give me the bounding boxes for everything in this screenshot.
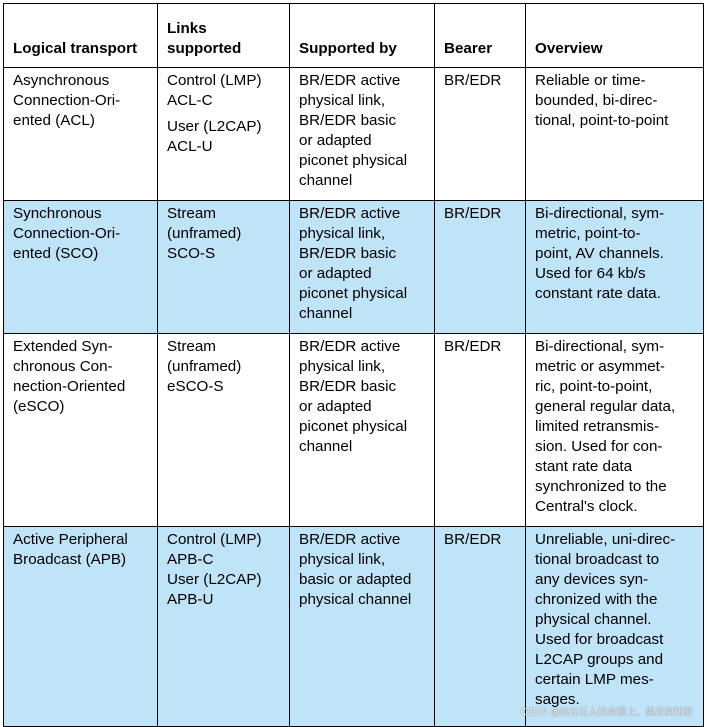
cell-supported-by-line: or adapted [299,132,372,149]
cell-links-supported-line: User (L2CAP) [167,571,262,588]
cell-supported-by-line: basic or adapted [299,571,412,588]
cell-supported-by [290,201,435,334]
table-row [4,527,704,727]
cell-links-supported [158,201,290,334]
cell-overview-line: point, AV channels. [535,245,664,262]
cell-links-supported-line: (unframed) [167,225,242,242]
cell-links-supported-line: APB-U [167,591,214,608]
cell-overview-line: physical channel. [535,611,652,628]
cell-supported-by-line: BR/EDR basic [299,112,397,129]
header-bearer [435,4,526,68]
cell-links-supported [158,334,290,527]
cell-logical-transport-line: Active Peripheral [13,531,128,548]
cell-logical-transport-line: Connection-Ori- [13,92,121,109]
cell-logical-transport [4,527,158,727]
cell-overview-line: Unreliable, uni-direc- [535,531,676,548]
cell-bearer [435,527,526,727]
header-overview [526,4,704,68]
cell-links-supported-line: Stream [167,205,216,222]
cell-supported-by-line: BR/EDR active [299,72,401,89]
cell-logical-transport-line: Asynchronous [13,72,110,89]
logical-transport-table [3,3,704,727]
cell-overview-line: synchronized to the [535,478,667,495]
cell-overview-line: sages. [535,691,580,708]
cell-links-supported-line: eSCO-S [167,378,224,395]
cell-links-supported-line: APB-C [167,551,214,568]
cell-supported-by-line: BR/EDR basic [299,245,397,262]
cell-logical-transport-line: (eSCO) [13,398,65,415]
table-header-row [4,4,704,68]
cell-links-supported-line: Control (LMP) [167,531,262,548]
cell-overview [526,527,704,727]
cell-overview [526,68,704,201]
cell-bearer [435,334,526,527]
cell-links-supported [158,68,290,201]
cell-overview-line: limited retransmis- [535,418,660,435]
cell-supported-by-line: piconet physical [299,152,408,169]
watermark: CSDN @站在巨人的肩膀上，温故而知新 [520,707,693,718]
cell-overview-line: chronized with the [535,591,658,608]
cell-logical-transport-line: chronous Con- [13,358,113,375]
cell-supported-by [290,334,435,527]
cell-bearer-text: BR/EDR [444,72,502,89]
table-body [4,68,704,727]
cell-logical-transport [4,68,158,201]
cell-supported-by-line: or adapted [299,398,372,415]
cell-supported-by-line: BR/EDR basic [299,378,397,395]
header-supported-by-text: Supported by [299,40,397,57]
cell-overview-line: bounded, bi-direc- [535,92,658,109]
cell-overview-line: tional broadcast to [535,551,660,568]
cell-supported-by-line: channel [299,305,353,322]
cell-overview-line: certain LMP mes- [535,671,654,688]
table-row [4,334,704,527]
header-links-supported [158,4,290,68]
cell-logical-transport-line: nection-Oriented [13,378,126,395]
cell-overview-line: Reliable or time- [535,72,646,89]
cell-logical-transport-line: Broadcast (APB) [13,551,127,568]
cell-supported-by-line: physical link, [299,551,386,568]
cell-bearer-text: BR/EDR [444,338,502,355]
cell-logical-transport [4,201,158,334]
header-logical-transport [4,4,158,68]
cell-supported-by-line: BR/EDR active [299,205,401,222]
header-logical-transport-text: Logical transport [13,40,138,57]
cell-links-supported-line: ACL-C [167,92,213,109]
cell-overview-line: metric or asymmet- [535,358,665,375]
header-overview-text: Overview [535,40,603,57]
cell-overview-line: constant rate data. [535,285,661,302]
cell-overview-line: general regular data, [535,398,676,415]
cell-links-supported-line: Stream [167,338,216,355]
cell-overview-line: stant rate data [535,458,633,475]
cell-bearer-text: BR/EDR [444,205,502,222]
table-row [4,201,704,334]
cell-supported-by-line: piconet physical [299,418,408,435]
cell-supported-by-line: channel [299,172,353,189]
header-bearer-text: Bearer [444,40,493,57]
header-links-supported-line-1: Links [167,20,207,37]
cell-links-supported-line: (unframed) [167,358,242,375]
cell-logical-transport-line: Connection-Ori- [13,225,121,242]
cell-overview [526,201,704,334]
cell-bearer [435,68,526,201]
cell-supported-by-line: or adapted [299,265,372,282]
cell-supported-by-line: BR/EDR active [299,531,401,548]
cell-links-supported-line: Control (LMP) [167,72,262,89]
cell-links-supported-line: User (L2CAP) [167,118,262,135]
cell-overview-line: Bi-directional, sym- [535,338,665,355]
cell-links-supported [158,527,290,727]
header-supported-by [290,4,435,68]
cell-overview-line: metric, point-to- [535,225,641,242]
cell-supported-by-line: channel [299,438,353,455]
cell-supported-by-line: physical link, [299,225,386,242]
cell-bearer-text: BR/EDR [444,531,502,548]
cell-logical-transport-line: ented (SCO) [13,245,99,262]
cell-supported-by-line: piconet physical [299,285,408,302]
cell-links-supported-line: SCO-S [167,245,216,262]
cell-supported-by-line: BR/EDR active [299,338,401,355]
cell-supported-by-line: physical link, [299,358,386,375]
cell-logical-transport [4,334,158,527]
cell-supported-by [290,68,435,201]
table-row [4,68,704,201]
cell-overview-line: ric, point-to-point, [535,378,653,395]
header-links-supported-line-2: supported [167,40,242,57]
cell-overview [526,334,704,527]
cell-overview-line: tional, point-to-point [535,112,669,129]
cell-supported-by-line: physical link, [299,92,386,109]
cell-supported-by [290,527,435,727]
cell-logical-transport-line: ented (ACL) [13,112,95,129]
cell-logical-transport-line: Extended Syn- [13,338,113,355]
cell-links-supported-line: ACL-U [167,138,213,155]
cell-logical-transport-line: Synchronous [13,205,102,222]
cell-overview-line: sion. Used for con- [535,438,663,455]
cell-overview-line: any devices syn- [535,571,649,588]
cell-bearer [435,201,526,334]
cell-overview-line: Used for broadcast [535,631,664,648]
cell-overview-line: L2CAP groups and [535,651,664,668]
cell-overview-line: Bi-directional, sym- [535,205,665,222]
cell-overview-line: Used for 64 kb/s [535,265,646,282]
cell-supported-by-line: physical channel [299,591,412,608]
cell-overview-line: Central's clock. [535,498,638,515]
